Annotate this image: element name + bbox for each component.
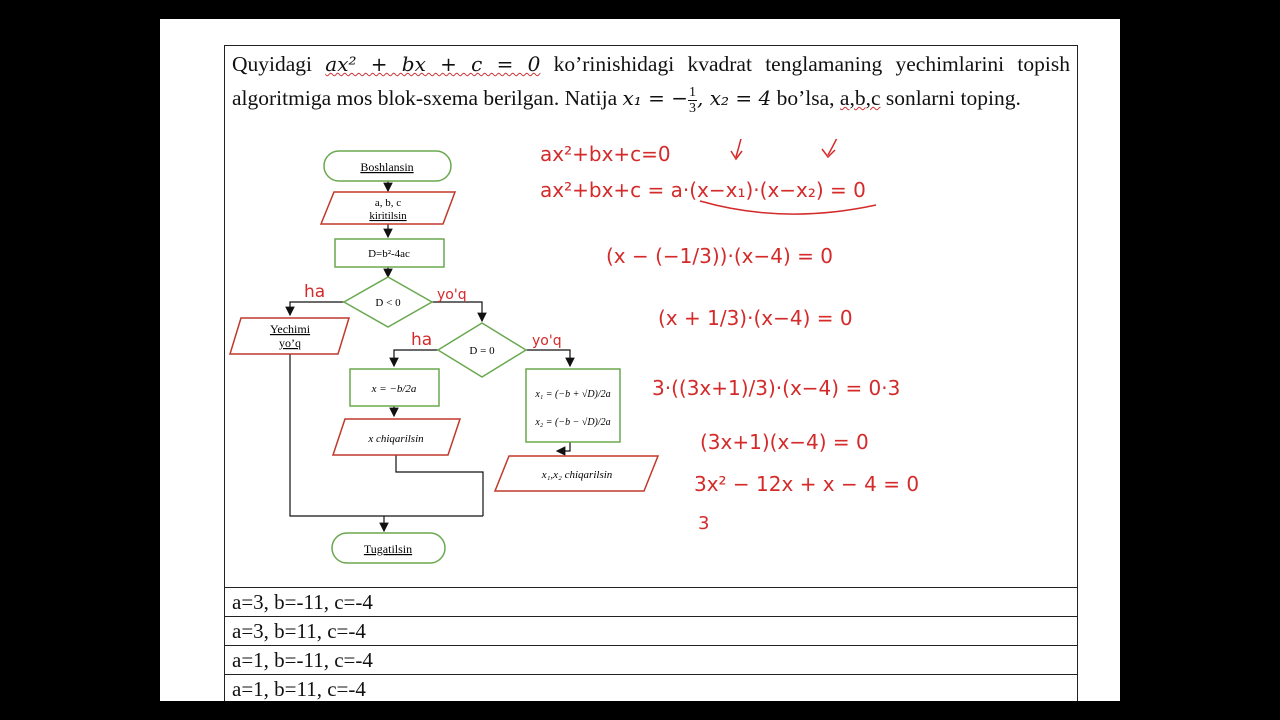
discriminant-process — [335, 239, 444, 267]
decision-d-zero — [438, 323, 526, 377]
branch-yes-label: ha — [411, 330, 433, 350]
branch-yes-label: ha — [304, 282, 326, 302]
fraction-one-third — [688, 85, 697, 116]
fraction-denominator: 3 — [689, 100, 697, 116]
decision-label: D = 0 — [469, 345, 495, 357]
double-output-label: x₁,x₂ chiqarilsin — [541, 469, 613, 481]
input-label-2: kiritilsin — [369, 210, 407, 222]
question-part: ko’rinishidagi kvadrat tenglamaning yechimlarini topish algoritmiga mos blok-sxema berilgan. Natija — [232, 52, 1070, 110]
no-solution-label-1: Yechimi — [269, 322, 311, 336]
question-part: sonlarni toping. — [880, 86, 1021, 110]
hw-line-1: ax²+bx+c=0 — [540, 142, 671, 166]
end-label: Tugatilsin — [363, 542, 413, 556]
hw-line-7: 3x² − 12x + x − 4 = 0 — [694, 472, 920, 496]
no-solution-label-2: yo’q — [279, 336, 301, 350]
equation: ax² + bx + c = 0 — [325, 52, 541, 76]
decision-d-negative — [344, 277, 432, 327]
hw-line-4: (x + 1/3)·(x−4) = 0 — [658, 306, 853, 330]
input-label-1: a, b, c — [374, 197, 402, 209]
answer-option[interactable]: a=3, b=-11, c=-4 — [224, 587, 1078, 616]
end-terminal — [332, 533, 445, 563]
start-label: Boshlansin — [360, 160, 414, 174]
answer-option[interactable]: a=1, b=-11, c=-4 — [224, 645, 1078, 674]
branch-no-label: yo'q — [437, 287, 467, 303]
hw-line-8: 3 — [698, 513, 710, 534]
question-part: bo’lsa, — [771, 86, 840, 110]
hw-line-5: 3·((3x+1)/3)·(x−4) = 0·3 — [652, 376, 901, 400]
single-output-label: x chiqarilsin — [368, 433, 424, 445]
hw-line-6: (3x+1)(x−4) = 0 — [700, 430, 869, 454]
double-output — [495, 456, 658, 491]
no-solution-output — [230, 318, 349, 354]
single-root-label: x = −b/2a — [371, 383, 417, 395]
start-terminal — [324, 151, 451, 181]
two-roots-process — [526, 369, 620, 442]
abc-label: a,b,c — [839, 86, 881, 110]
single-output — [333, 419, 460, 455]
single-root-process — [350, 369, 439, 406]
hw-line-2: ax²+bx+c = a·(x−x₁)·(x−x₂) = 0 — [540, 178, 866, 202]
hw-line-3: (x − (−1/3))·(x−4) = 0 — [606, 244, 833, 268]
x1-formula: x₁ = (−b + √D)/2a — [535, 389, 611, 400]
flowchart-and-notes — [224, 139, 1078, 601]
answer-option[interactable]: a=1, b=11, c=-4 — [224, 674, 1078, 701]
document-page — [160, 19, 1120, 701]
decision-label: D < 0 — [375, 297, 401, 309]
root-x2: , x₂ = 4 — [697, 86, 772, 110]
x2-formula: x₂ = (−b − √D)/2a — [535, 417, 611, 428]
root-x1: x₁ = − — [622, 86, 689, 110]
fraction-numerator: 1 — [689, 84, 697, 100]
question-text — [232, 47, 1070, 116]
question-part: Quyidagi — [232, 52, 326, 76]
answer-option[interactable]: a=3, b=11, c=-4 — [224, 616, 1078, 645]
discriminant-label: D=b²-4ac — [368, 248, 410, 260]
input-parallelogram — [321, 192, 455, 224]
branch-no-label: yo'q — [532, 333, 562, 349]
